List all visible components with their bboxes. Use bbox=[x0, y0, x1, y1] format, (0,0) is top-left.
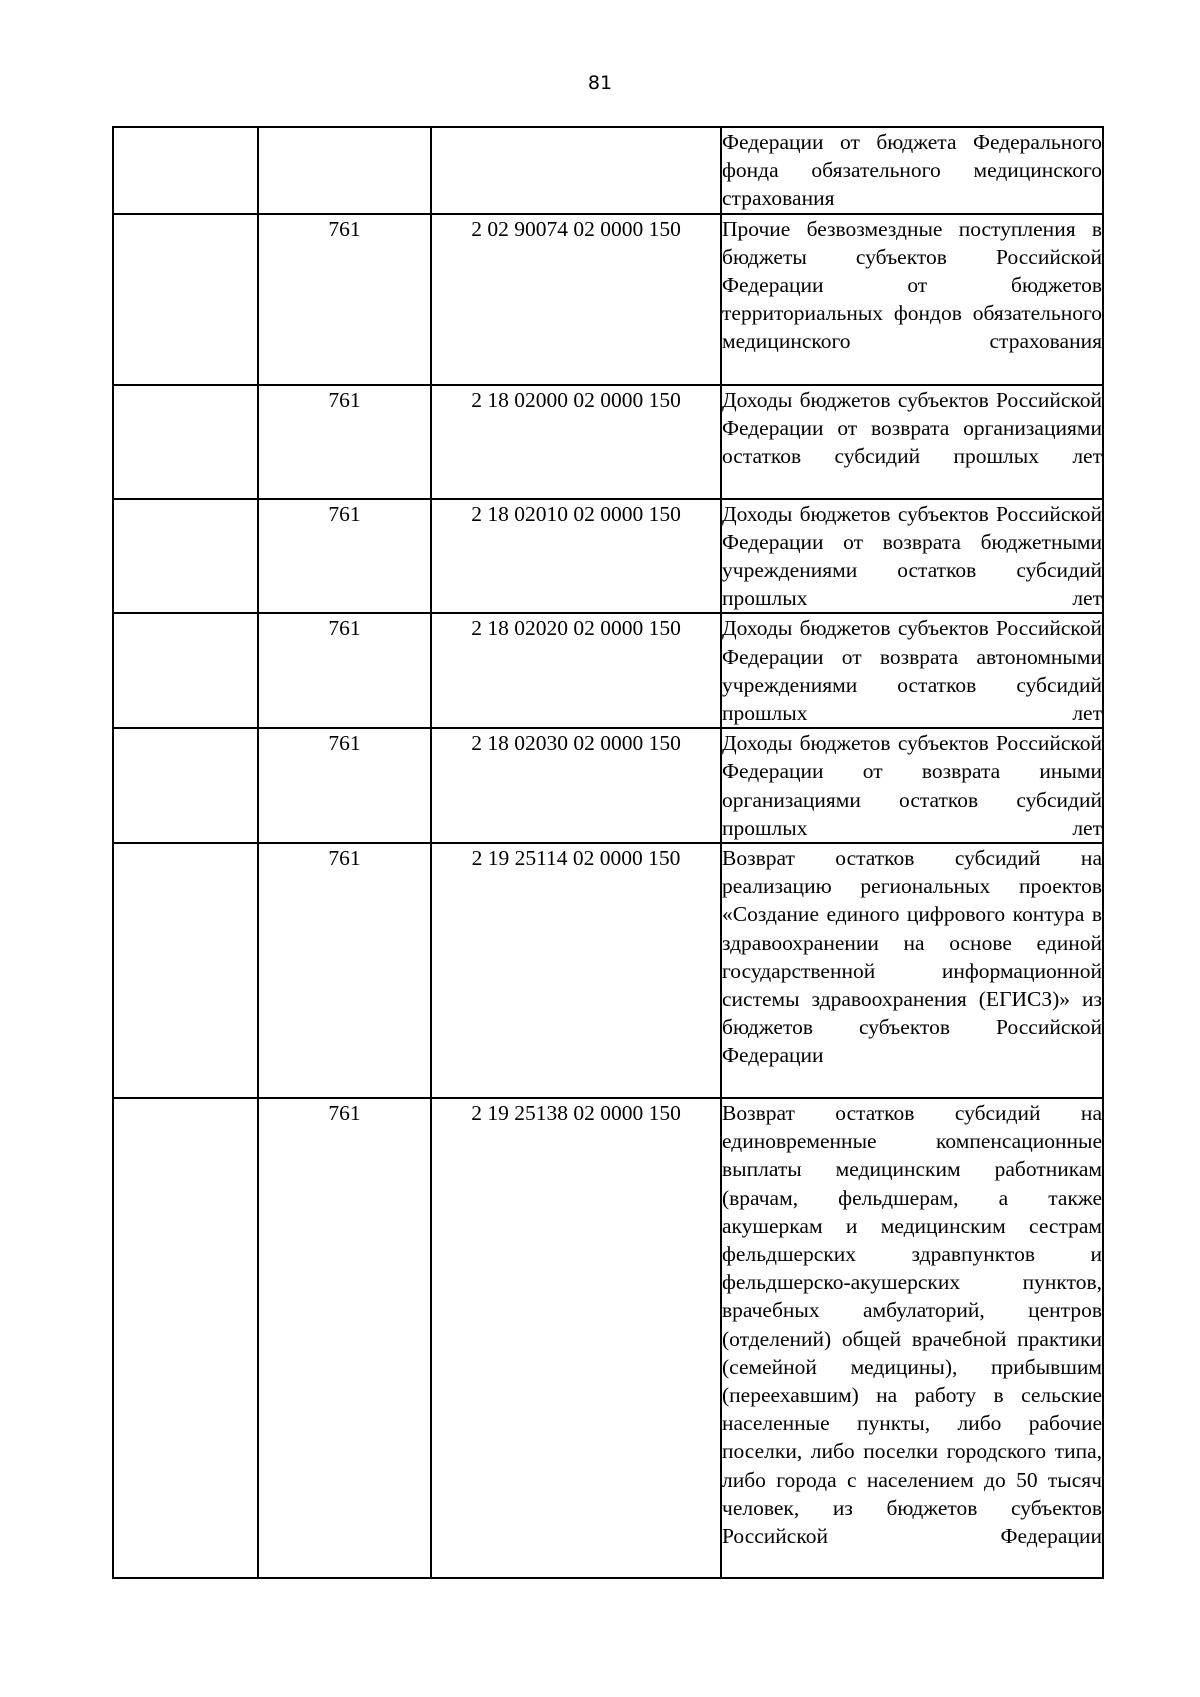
group-cell bbox=[113, 1098, 258, 1578]
group-cell bbox=[113, 728, 258, 843]
kbk-code-cell: 2 18 02000 02 0000 150 bbox=[431, 385, 721, 499]
group-cell bbox=[113, 385, 258, 499]
description-text: Возврат остатков субсидий на единовременные компенсационные выплаты медицинским работникам (врачам, фельдшерам, а также акушеркам и медицинским сестрам фельдшерских здравпунктов и фельдшерско-акушерских пунктов, врачебных амбулаторий, центров (отделений) общей врачебной практики (семейной медицины), прибывшим (переехавшим) на работу в сельские населенные пункты, либо рабочие поселки, либо поселки городского типа, либо города с населением до 50 тысяч человек, из бюджетов субъектов Российской Федерации bbox=[722, 1101, 1102, 1549]
description-text: Доходы бюджетов субъектов Российской Федерации от возврата иными организациями остатков субсидий прошлых лет bbox=[722, 731, 1102, 840]
admin-code-cell: 761 bbox=[258, 728, 431, 843]
group-cell bbox=[113, 499, 258, 614]
revenue-codes-table bbox=[112, 126, 1104, 1579]
description-text: Возврат остатков субсидий на реализацию региональных проектов «Создание единого цифрового контура в здравоохранении на основе единой государственной информационной системы здравоохранения (ЕГИСЗ)» из бюджетов субъектов Российской Федерации bbox=[722, 846, 1102, 1068]
description-cell bbox=[721, 499, 1103, 614]
description-cell bbox=[721, 728, 1103, 843]
kbk-code-cell bbox=[431, 127, 721, 214]
admin-code-cell: 761 bbox=[258, 499, 431, 614]
kbk-code-cell: 2 18 02010 02 0000 150 bbox=[431, 499, 721, 614]
description-cell bbox=[721, 613, 1103, 728]
description-cell bbox=[721, 385, 1103, 499]
group-cell bbox=[113, 613, 258, 728]
description-cell bbox=[721, 127, 1103, 214]
group-cell bbox=[113, 843, 258, 1098]
kbk-code-cell: 2 19 25114 02 0000 150 bbox=[431, 843, 721, 1098]
admin-code-cell: 761 bbox=[258, 613, 431, 728]
admin-code-cell: 761 bbox=[258, 385, 431, 499]
kbk-code-cell: 2 02 90074 02 0000 150 bbox=[431, 214, 721, 385]
description-text: Доходы бюджетов субъектов Российской Федерации от возврата организациями остатков субсидий прошлых лет bbox=[722, 387, 1102, 469]
description-text: Федерации от бюджета Федерального фонда обязательного медицинского страхования bbox=[722, 130, 1102, 211]
admin-code-cell: 761 bbox=[258, 214, 431, 385]
group-cell bbox=[113, 127, 258, 214]
table-row bbox=[113, 214, 1103, 385]
kbk-code-cell: 2 18 02020 02 0000 150 bbox=[431, 613, 721, 728]
table-row bbox=[113, 499, 1103, 614]
admin-code-cell: 761 bbox=[258, 1098, 431, 1578]
kbk-code-cell: 2 18 02030 02 0000 150 bbox=[431, 728, 721, 843]
description-cell bbox=[721, 1098, 1103, 1578]
admin-code-cell: 761 bbox=[258, 843, 431, 1098]
admin-code-cell bbox=[258, 127, 431, 214]
table-row bbox=[113, 127, 1103, 214]
description-text: Доходы бюджетов субъектов Российской Федерации от возврата бюджетными учреждениями остатков субсидий прошлых лет bbox=[722, 501, 1102, 611]
description-text: Доходы бюджетов субъектов Российской Федерации от возврата автономными учреждениями остатков субсидий прошлых лет bbox=[722, 616, 1102, 726]
kbk-code-cell: 2 19 25138 02 0000 150 bbox=[431, 1098, 721, 1578]
page-number: 81 bbox=[587, 72, 613, 94]
description-text: Прочие безвозмездные поступления в бюджеты субъектов Российской Федерации от бюджетов территориальных фондов обязательного медицинского страхования bbox=[722, 216, 1102, 354]
table-row bbox=[113, 728, 1103, 843]
table-row bbox=[113, 613, 1103, 728]
table-row bbox=[113, 843, 1103, 1098]
table-row bbox=[113, 385, 1103, 499]
description-cell bbox=[721, 214, 1103, 385]
table-row bbox=[113, 1098, 1103, 1578]
group-cell bbox=[113, 214, 258, 385]
description-cell bbox=[721, 843, 1103, 1098]
